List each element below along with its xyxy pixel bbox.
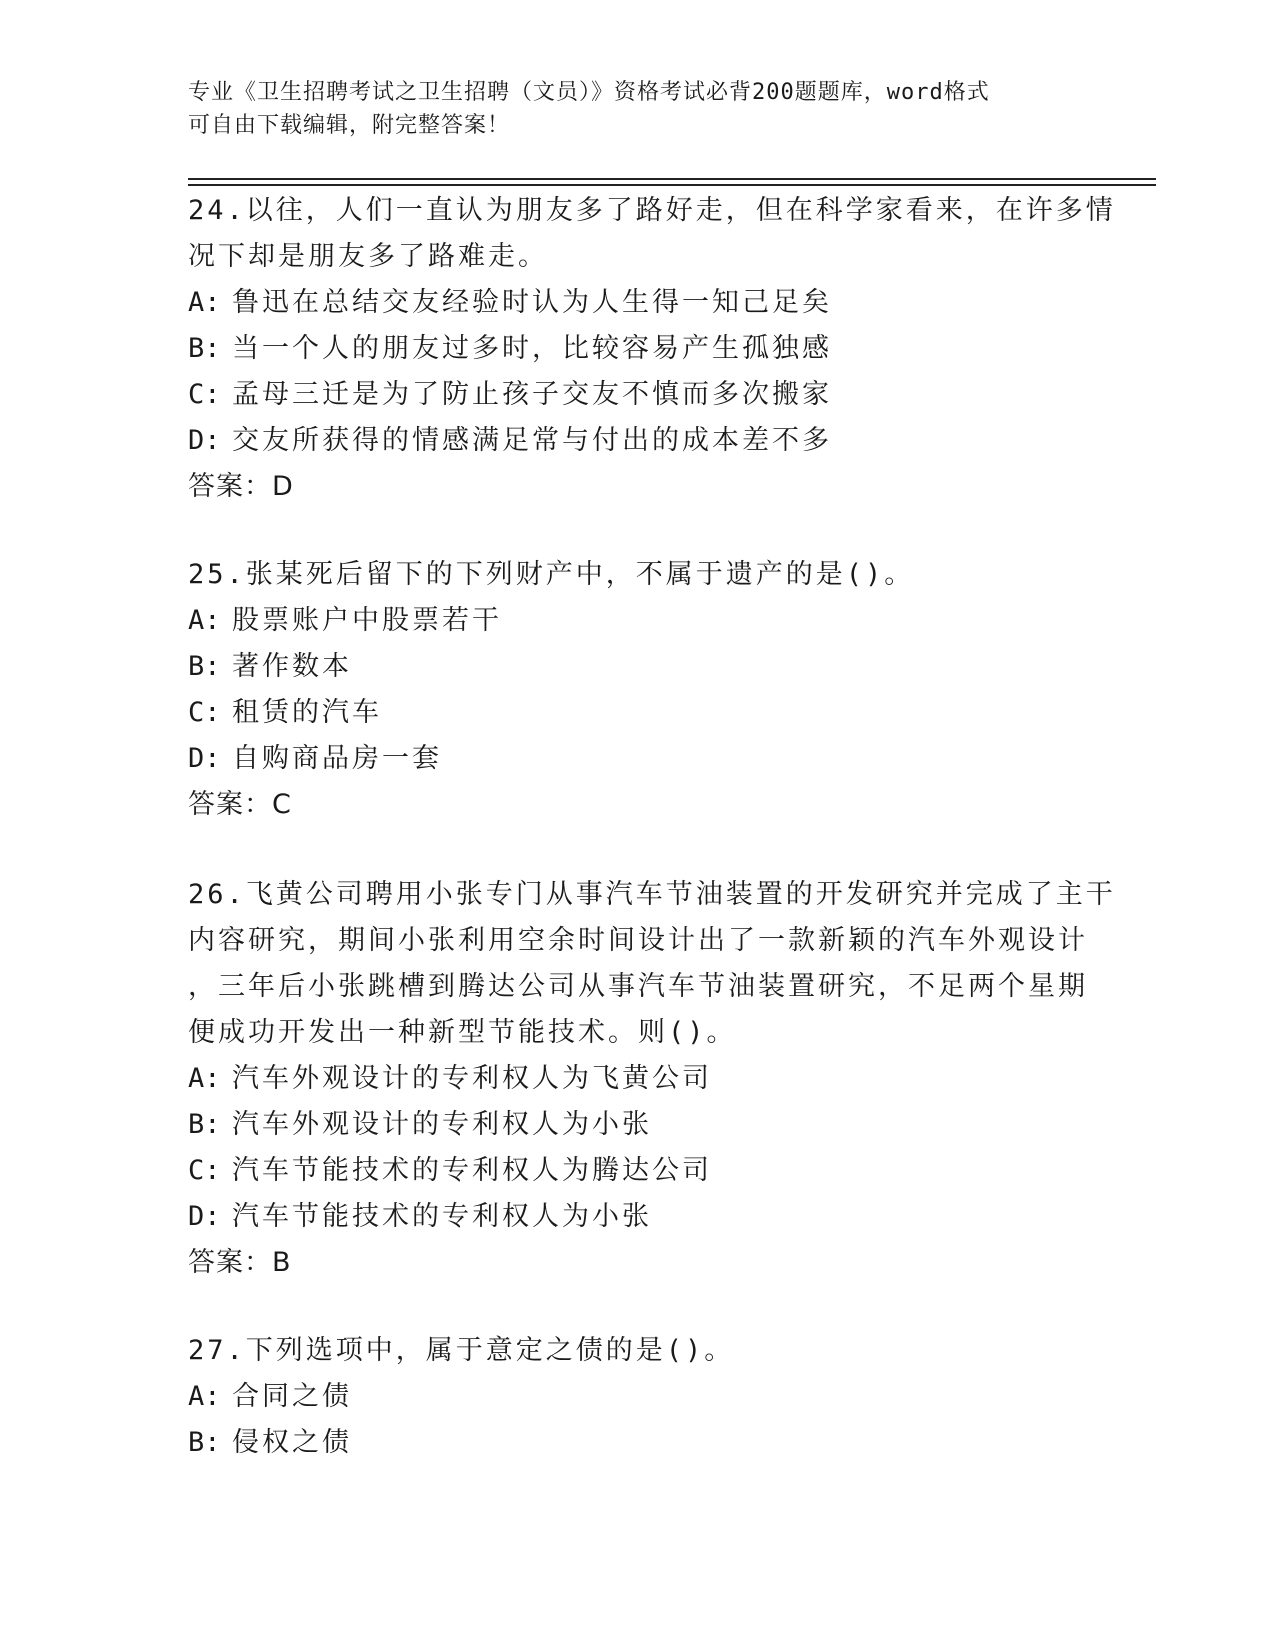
option-text: 自购商品房一套 [232, 743, 442, 774]
question-stem-line: 25.张某死后留下的下列财产中，不属于遗产的是()。 [188, 559, 915, 590]
question-stem-line: 内容研究，期间小张利用空余时间设计出了一款新颖的汽车外观设计 [188, 925, 1088, 956]
option-text: 侵权之债 [232, 1427, 352, 1458]
header-line-1: 专业《卫生招聘考试之卫生招聘（文员）》资格考试必背200题题库，word格式 [188, 80, 990, 105]
option-key: C: [188, 697, 221, 728]
header-divider-top [188, 178, 1156, 180]
option-key: D: [188, 1201, 221, 1232]
option-key: B: [188, 651, 221, 682]
option-text: 交友所获得的情感满足常与付出的成本差不多 [232, 425, 832, 456]
question-stem-line: 26.飞黄公司聘用小张专门从事汽车节油装置的开发研究并完成了主干 [188, 879, 1116, 910]
option-a [188, 1056, 1088, 1102]
option-text: 鲁迅在总结交友经验时认为人生得一知己足矣 [232, 287, 832, 318]
option-a [188, 1374, 1088, 1420]
option-text: 当一个人的朋友过多时，比较容易产生孤独感 [232, 333, 832, 364]
option-c [188, 372, 1088, 418]
option-b [188, 1420, 1088, 1466]
option-b [188, 644, 1088, 690]
option-text: 汽车外观设计的专利权人为飞黄公司 [232, 1063, 712, 1094]
option-text: 租赁的汽车 [232, 697, 382, 728]
option-c [188, 1148, 1088, 1194]
answer: 答案：D [188, 471, 294, 502]
option-key: B: [188, 333, 221, 364]
option-key: B: [188, 1109, 221, 1140]
option-key: C: [188, 379, 221, 410]
document-header [188, 76, 1068, 142]
answer: 答案：B [188, 1247, 292, 1278]
question-stem-line: 24.以往，人们一直认为朋友多了路好走，但在科学家看来，在许多情 [188, 195, 1116, 226]
option-d [188, 1194, 1088, 1240]
option-text: 汽车节能技术的专利权人为腾达公司 [232, 1155, 712, 1186]
option-b [188, 326, 1088, 372]
option-text: 股票账户中股票若干 [232, 605, 502, 636]
question-25 [188, 552, 1088, 828]
option-key: C: [188, 1155, 221, 1186]
question-26 [188, 872, 1116, 1286]
option-text: 合同之债 [232, 1381, 352, 1412]
option-key: D: [188, 743, 221, 774]
option-text: 孟母三迁是为了防止孩子交友不慎而多次搬家 [232, 379, 832, 410]
option-text: 汽车节能技术的专利权人为小张 [232, 1201, 652, 1232]
option-key: D: [188, 425, 221, 456]
option-key: B: [188, 1427, 221, 1458]
header-line-2: 可自由下载编辑，附完整答案！ [188, 113, 511, 138]
option-d [188, 418, 1088, 464]
option-b [188, 1102, 1088, 1148]
option-a [188, 598, 1088, 644]
option-key: A: [188, 1063, 221, 1094]
option-key: A: [188, 287, 221, 318]
question-27 [188, 1328, 1088, 1466]
option-key: A: [188, 1381, 221, 1412]
option-a [188, 280, 1088, 326]
header-divider-bottom [188, 184, 1156, 186]
option-c [188, 690, 1088, 736]
answer: 答案：C [188, 789, 292, 820]
option-key: A: [188, 605, 221, 636]
question-stem-line: 况下却是朋友多了路难走。 [188, 241, 548, 272]
option-text: 著作数本 [232, 651, 352, 682]
question-24 [188, 188, 1116, 510]
question-stem-line: ，三年后小张跳槽到腾达公司从事汽车节油装置研究，不足两个星期 [188, 971, 1088, 1002]
option-text: 汽车外观设计的专利权人为小张 [232, 1109, 652, 1140]
question-stem-line: 27.下列选项中，属于意定之债的是()。 [188, 1335, 735, 1366]
question-stem-line: 便成功开发出一种新型节能技术。则()。 [188, 1017, 737, 1048]
option-d [188, 736, 1088, 782]
